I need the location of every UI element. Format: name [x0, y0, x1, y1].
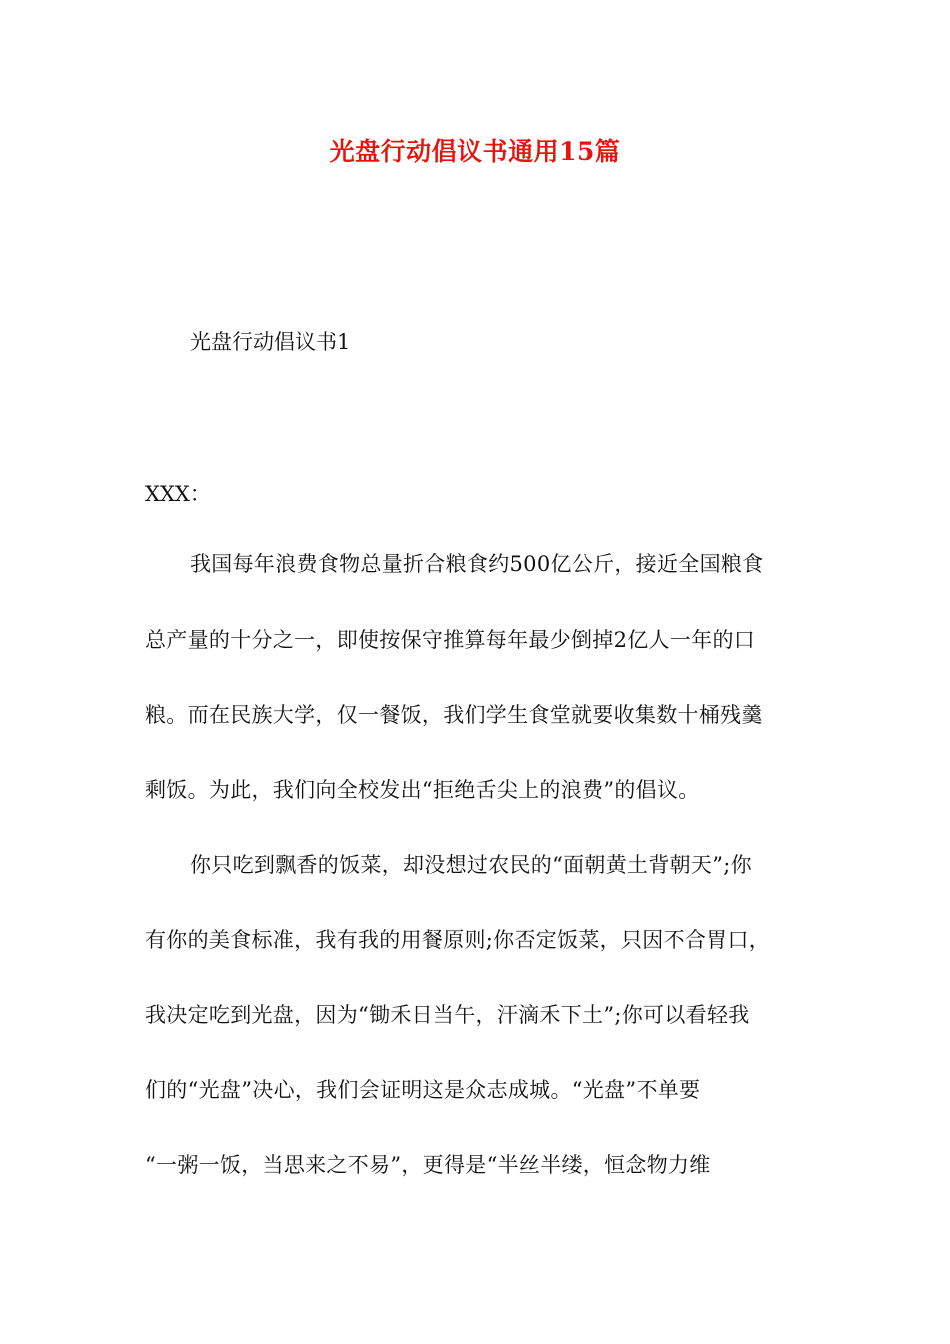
paragraph-line: 我国每年浪费食物总量折合粮食约500亿公斤，接近全国粮食 — [190, 552, 764, 576]
document-title: 光盘行动倡议书通用15篇 — [329, 137, 621, 166]
paragraph-line: 剩饭。为此，我们向全校发出“拒绝舌尖上的浪费”的倡议。 — [145, 778, 700, 802]
paragraph-line: 们的“光盘”决心，我们会证明这是众志成城。“光盘”不单要 — [145, 1078, 701, 1102]
paragraph-line: 总产量的十分之一，即使按保守推算每年最少倒掉2亿人一年的口 — [145, 628, 756, 652]
paragraph-line: 有你的美食标准，我有我的用餐原则;你否定饭菜，只因不合胃口， — [145, 928, 771, 952]
paragraph-line: 你只吃到飘香的饭菜，却没想过农民的“面朝黄土背朝天”;你 — [190, 853, 752, 877]
salutation: XXX： — [145, 482, 211, 506]
paragraph-line: 粮。而在民族大学，仅一餐饭，我们学生食堂就要收集数十桶残羹 — [145, 703, 763, 727]
section-heading: 光盘行动倡议书1 — [190, 330, 351, 354]
paragraph-line: “一粥一饭，当思来之不易”，更得是“半丝半缕，恒念物力维 — [145, 1153, 711, 1177]
paragraph-line: 我决定吃到光盘，因为“锄禾日当午，汗滴禾下土”;你可以看轻我 — [145, 1003, 750, 1027]
